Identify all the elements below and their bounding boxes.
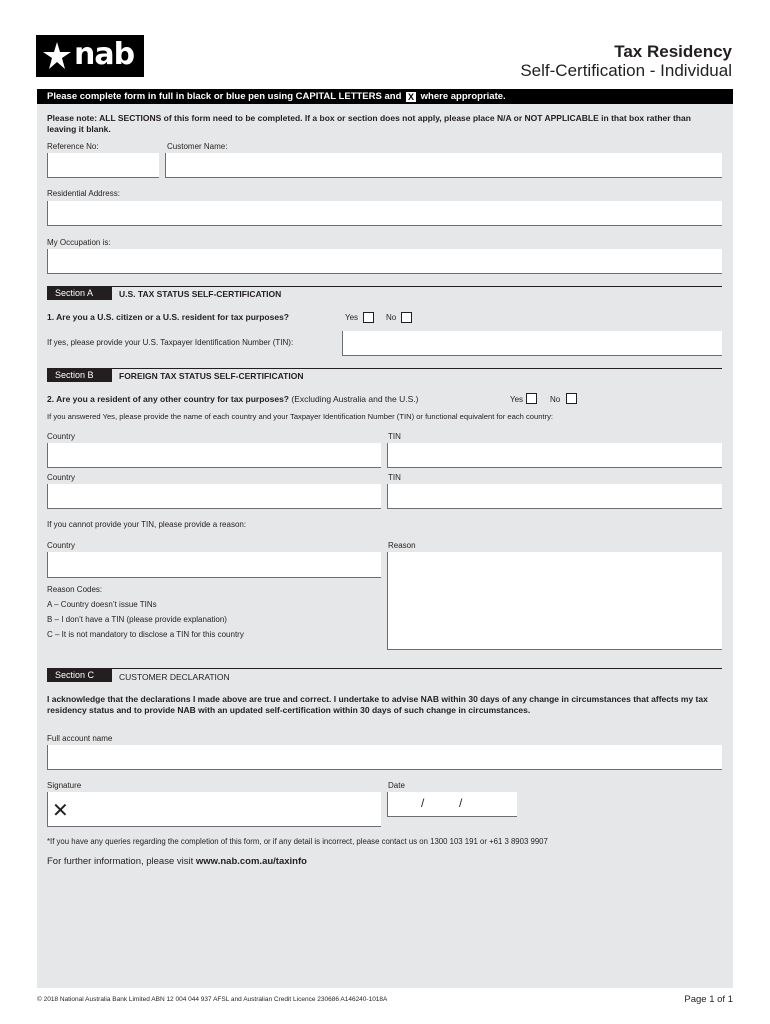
reason-code-c: C – It is not mandatory to disclose a TIN for this country	[47, 630, 244, 639]
x-mark-icon: X	[408, 92, 415, 102]
question-1: 1. Are you a U.S. citizen or a U.S. resident for tax purposes?	[47, 312, 289, 322]
signature-x-icon: ✕	[52, 798, 69, 822]
star-icon	[42, 41, 72, 71]
reason-code-b: B – I don’t have a TIN (please provide explanation)	[47, 615, 227, 624]
country-label-1: Country	[47, 432, 76, 441]
us-tin-prompt: If yes, please provide your U.S. Taxpayer Identification Number (TIN):	[47, 338, 294, 347]
foreign-no-label: No	[550, 395, 561, 404]
date-field[interactable]	[387, 792, 517, 817]
section-a-divider	[47, 286, 722, 287]
country-label-3: Country	[47, 541, 76, 550]
date-slash-1: /	[421, 796, 425, 810]
section-b-title: FOREIGN TAX STATUS SELF-CERTIFICATION	[119, 371, 304, 381]
instruction-banner	[37, 89, 733, 104]
question-2	[47, 394, 418, 404]
reference-no-field[interactable]	[47, 153, 159, 178]
further-info	[47, 856, 307, 867]
reason-label: Reason	[388, 541, 416, 550]
occupation-field[interactable]	[47, 249, 722, 274]
legal-footer: © 2018 National Australia Bank Limited ABN 12 004 044 937 AFSL and Australian Credit Licence 230686 A146240-1018A	[37, 996, 388, 1003]
tin-field-1[interactable]	[387, 443, 722, 468]
section-b-divider	[47, 368, 722, 369]
tin-field-2[interactable]	[387, 484, 722, 509]
queries-note: *If you have any queries regarding the completion of this form, or if any detail is incorrect, please contact us on 1300 103 191 or +61 3 8903 9907	[47, 837, 548, 846]
section-c-divider	[47, 668, 722, 669]
foreign-no-checkbox[interactable]	[566, 393, 577, 404]
country-field-1[interactable]	[47, 443, 381, 468]
nab-logo	[36, 35, 144, 77]
foreign-instruction: If you answered Yes, please provide the name of each country and your Taxpayer Identification Number (TIN) or functional equivalent for each country:	[47, 412, 553, 421]
customer-name-label: Customer Name:	[167, 142, 228, 151]
tin-label-1: TIN	[388, 432, 401, 441]
section-c-tag: Section C	[47, 669, 112, 682]
foreign-yes-label: Yes	[510, 395, 524, 404]
section-c-title: CUSTOMER DECLARATION	[119, 672, 230, 682]
reason-code-a: A – Country doesn’t issue TINs	[47, 600, 157, 609]
date-slash-2: /	[459, 796, 463, 810]
residential-address-field[interactable]	[47, 201, 722, 226]
reference-no-label: Reference No:	[47, 142, 99, 151]
further-info-text: For further information, please visit	[47, 856, 194, 867]
form-title: Tax Residency	[614, 42, 732, 61]
full-account-name-field[interactable]	[47, 745, 722, 770]
residential-address-label: Residential Address:	[47, 189, 120, 198]
declaration-text: I acknowledge that the declarations I made above are true and correct. I undertake to advise NAB within 30 days of any change in circumstances that affects my tax residency status and to provide NAB with an updated self-certification within 30 days of such change in circumstances.	[47, 694, 708, 715]
us-no-checkbox[interactable]	[401, 312, 412, 323]
date-label: Date	[388, 781, 405, 790]
occupation-label: My Occupation is:	[47, 238, 111, 247]
taxinfo-link[interactable]: www.nab.com.au/taxinfo	[195, 856, 307, 867]
section-a-title: U.S. TAX STATUS SELF-CERTIFICATION	[119, 289, 282, 299]
banner-text-end: where appropriate.	[420, 91, 506, 102]
signature-label: Signature	[47, 781, 82, 790]
section-a-tag: Section A	[47, 287, 112, 300]
no-tin-prompt: If you cannot provide your TIN, please provide a reason:	[47, 520, 247, 529]
signature-field[interactable]	[47, 792, 381, 827]
banner-text: Please complete form in full in black or blue pen using CAPITAL LETTERS and	[47, 91, 402, 102]
country-label-2: Country	[47, 473, 76, 482]
us-yes-label: Yes	[345, 313, 359, 322]
us-yes-checkbox[interactable]	[363, 312, 374, 323]
section-b-tag: Section B	[47, 369, 112, 382]
full-account-name-label: Full account name	[47, 734, 113, 743]
foreign-yes-checkbox[interactable]	[526, 393, 537, 404]
tin-label-2: TIN	[388, 473, 401, 482]
country-field-3[interactable]	[47, 552, 381, 578]
country-field-2[interactable]	[47, 484, 381, 509]
us-tin-field[interactable]	[342, 331, 722, 356]
completion-note: Please note: ALL SECTIONS of this form need to be completed. If a box or section does not apply, please place N/A or NOT APPLICABLE in that box rather than leaving it blank.	[47, 113, 691, 134]
form-subtitle: Self-Certification - Individual	[520, 61, 732, 80]
logo-text: nab	[74, 36, 135, 72]
reason-codes-title: Reason Codes:	[47, 585, 103, 594]
reason-field[interactable]	[387, 552, 722, 650]
page-number: Page 1 of 1	[684, 994, 733, 1005]
question-2-text: 2. Are you a resident of any other country for tax purposes?	[47, 394, 289, 404]
question-2-note: (Excluding Australia and the U.S.)	[291, 394, 419, 404]
us-no-label: No	[386, 313, 397, 322]
customer-name-field[interactable]	[165, 153, 722, 178]
